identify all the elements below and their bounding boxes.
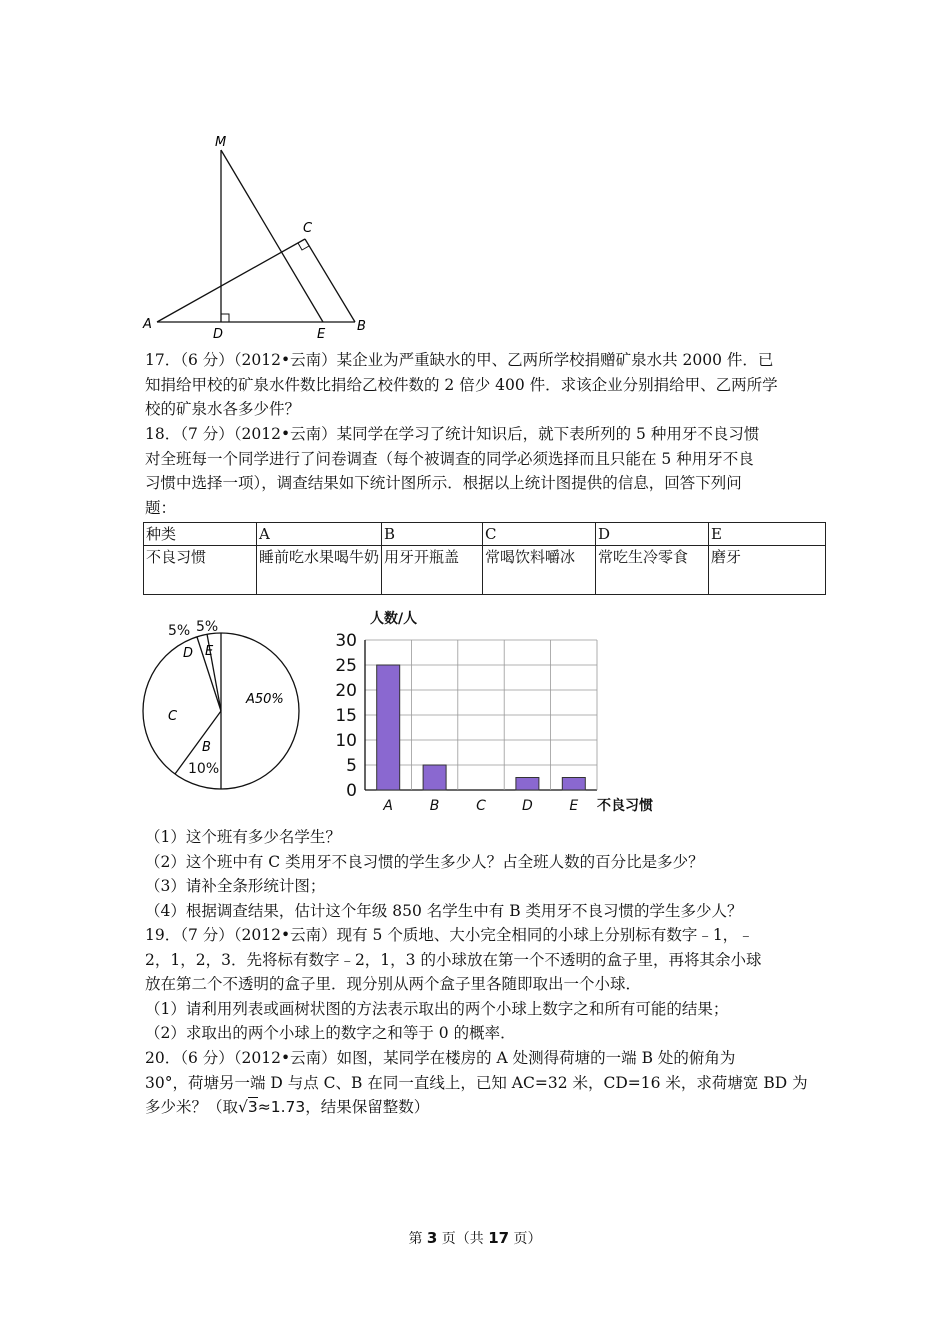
pie-label-b: B xyxy=(202,740,211,755)
bar-y-tick-label: 5 xyxy=(346,756,357,776)
bar-x-tick-label: D xyxy=(522,798,533,814)
approx-value: ≈1.73 xyxy=(257,1098,306,1116)
bar-chart xyxy=(335,605,675,820)
q19-line: 2，1，2，3．先将标有数字﹣2，1，3 的小球放在第一个不透明的盒子里，再将其余小球 xyxy=(145,950,762,969)
q20-line: 30°，荷塘另一端 D 与点 C、B 在同一直线上，已知 AC=32 米，CD=16 米，求荷塘宽 BD 为 xyxy=(145,1073,808,1092)
label-e: E xyxy=(317,327,326,342)
page-footer xyxy=(0,1228,950,1248)
sqrt-symbol: √ xyxy=(238,1098,248,1116)
bar-x-tick-label: E xyxy=(569,798,579,814)
table-cell: 常吃生冷零食 xyxy=(596,546,709,595)
q18-subquestions xyxy=(145,825,825,923)
pie-label-d: D xyxy=(183,646,194,661)
bar-y-tick-label: 10 xyxy=(335,731,357,751)
bar-x-tick-label: B xyxy=(429,798,440,814)
bar-E xyxy=(562,778,585,791)
question-19 xyxy=(145,923,825,1046)
table-cell: D xyxy=(596,523,709,546)
label-b: B xyxy=(357,319,366,334)
pie-label-e: E xyxy=(205,644,214,659)
q20-line: 20．（6 分）（2012•云南）如图，某同学在楼房的 A 处测得荷塘的一端 B 处的俯角为 xyxy=(145,1049,736,1067)
table-cell: 种类 xyxy=(144,523,257,546)
table-cell: 睡前吃水果喝牛奶 xyxy=(257,546,382,595)
q17-line: 17．（6 分）（2012•云南）某企业为严重缺水的甲、乙两所学校捐赠矿泉水共 2000 件．已 xyxy=(145,351,774,369)
pie-pct-b: 10% xyxy=(188,761,220,777)
pie-chart xyxy=(138,615,308,795)
geometry-figure xyxy=(135,128,375,343)
table-cell: A xyxy=(257,523,382,546)
question-17 xyxy=(145,348,825,422)
table-cell: B xyxy=(382,523,483,546)
pie-pct-e: 5% xyxy=(196,619,219,635)
bar-x-label: 不良习惯 xyxy=(597,798,653,814)
bar-B xyxy=(423,765,446,790)
bar-y-tick-label: 20 xyxy=(335,681,357,701)
q20-post: ，结果保留整数） xyxy=(305,1098,430,1116)
q18-sub: （1）这个班有多少名学生？ xyxy=(145,828,341,846)
label-m: M xyxy=(215,135,227,150)
q20-pre: 多少米？（取 xyxy=(145,1098,239,1116)
segment-ac xyxy=(157,239,305,322)
q19-line: 19．（7 分）（2012•云南）现有 5 个质地、大小完全相同的小球上分别标有数字﹣1，﹣ xyxy=(145,926,754,944)
bar-y-tick-label: 0 xyxy=(346,781,357,801)
sqrt-arg: 3 xyxy=(247,1098,258,1116)
bar-y-tick-label: 25 xyxy=(335,656,357,676)
q18-sub: （2）这个班中有 C 类用牙不良习惯的学生多少人？占全班人数的百分比是多少？ xyxy=(145,852,704,871)
label-a: A xyxy=(143,317,152,332)
table-cell: C xyxy=(483,523,596,546)
segment-cb xyxy=(305,239,355,322)
bar-y-label: 人数/人 xyxy=(370,611,418,627)
bar-A xyxy=(377,665,400,790)
table-cell: 磨牙 xyxy=(709,546,826,595)
q18-line: 对全班每一个同学进行了问卷调查（每个被调查的同学必须选择而且只能在 5 种用牙不良 xyxy=(145,449,754,468)
table-cell: 用牙开瓶盖 xyxy=(382,546,483,595)
pie-label-c: C xyxy=(168,709,178,724)
q17-line: 校的矿泉水各多少件？ xyxy=(145,400,301,418)
footer-total-pages: 17 xyxy=(488,1229,510,1247)
q18-sub: （4）根据调查结果，估计这个年级 850 名学生中有 B 类用牙不良习惯的学生多少人？ xyxy=(145,901,743,920)
table-cell: 常喝饮料嚼冰 xyxy=(483,546,596,595)
bar-x-tick-label: A xyxy=(383,798,393,814)
footer-page-number: 3 xyxy=(426,1229,438,1247)
table-cell: E xyxy=(709,523,826,546)
bar-series xyxy=(377,665,586,790)
bar-x-tick-label: C xyxy=(476,798,486,814)
q19-line: （2）求取出的两个小球上的数字之和等于 0 的概率． xyxy=(145,1024,516,1042)
right-angle-d xyxy=(221,314,229,322)
q18-line: 题： xyxy=(145,498,177,517)
bar-y-tick-label: 30 xyxy=(335,631,357,651)
bar-x-ticks xyxy=(382,798,578,814)
table-row xyxy=(144,546,826,595)
bar-y-tick-label: 15 xyxy=(335,706,357,726)
q18-line: 习惯中选择一项），调查结果如下统计图所示．根据以上统计图提供的信息，回答下列问 xyxy=(145,474,742,492)
table-row xyxy=(144,523,826,546)
pie-label-a: A50% xyxy=(246,692,284,707)
pie-pct-d: 5% xyxy=(168,623,191,639)
table-cell: 不良习惯 xyxy=(144,546,257,595)
q19-line: （1）请利用列表或画树状图的方法表示取出的两个小球上数字之和所有可能的结果； xyxy=(145,999,729,1018)
segment-me xyxy=(221,150,323,322)
bar-D xyxy=(516,778,539,791)
habits-table xyxy=(143,522,826,595)
bar-y-ticks xyxy=(335,631,357,801)
label-d: D xyxy=(213,327,224,342)
footer-mid: 页（共 xyxy=(437,1231,489,1247)
q19-line: 放在第二个不透明的盒子里．现分别从两个盒子里各随即取出一个小球． xyxy=(145,975,642,993)
footer-post: 页） xyxy=(509,1231,542,1247)
question-18 xyxy=(145,422,825,520)
question-20 xyxy=(145,1046,825,1120)
q20-last-line xyxy=(145,1095,825,1120)
q18-line: 18．（7 分）（2012•云南）某同学在学习了统计知识后，就下表所列的 5 种用牙不良习惯 xyxy=(145,425,760,443)
footer-pre: 第 xyxy=(408,1231,427,1247)
q17-line: 知捐给甲校的矿泉水件数比捐给乙校件数的 2 倍少 400 件．求该企业分别捐给甲、乙两所学 xyxy=(145,375,778,394)
q18-sub: （3）请补全条形统计图； xyxy=(145,877,326,895)
label-c: C xyxy=(303,221,313,236)
